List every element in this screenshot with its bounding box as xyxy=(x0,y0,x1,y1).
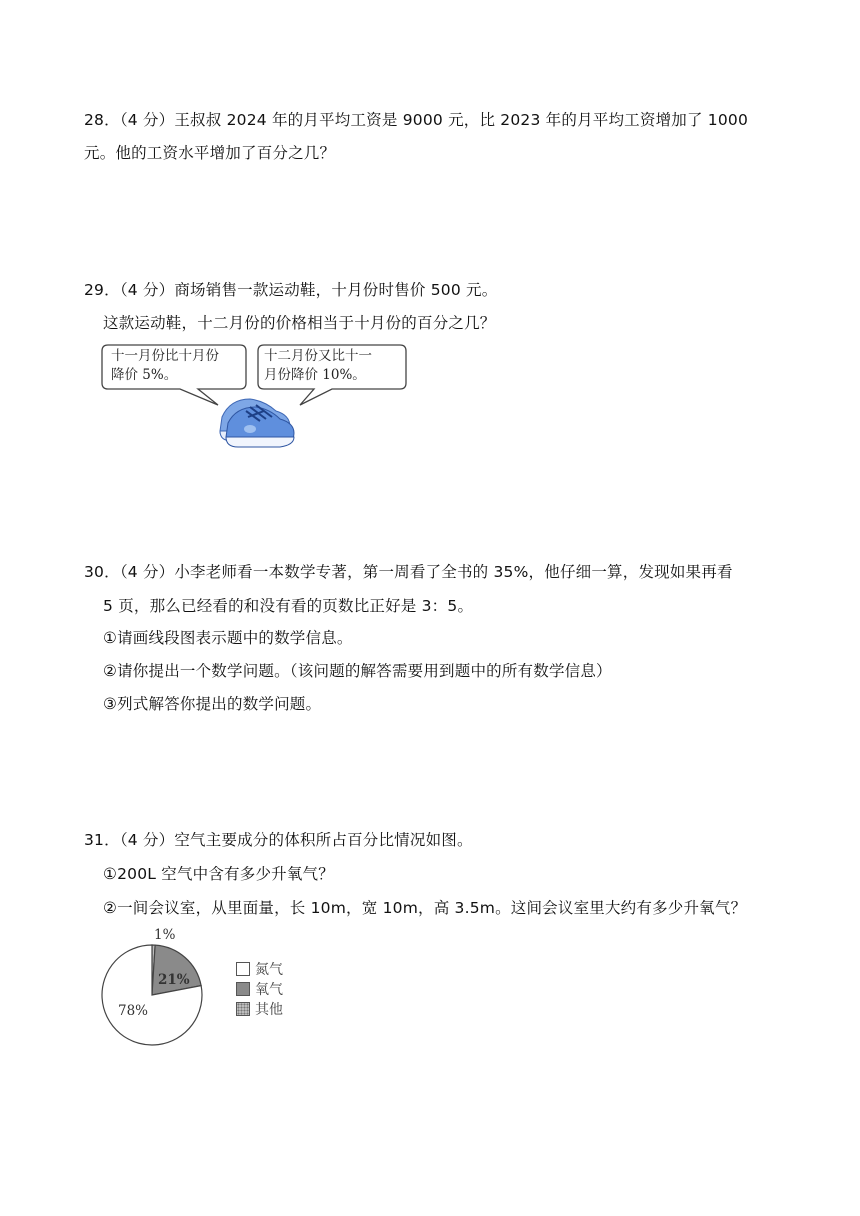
pie-label-nitrogen: 78% xyxy=(118,1003,149,1019)
legend-swatch-other xyxy=(236,1002,250,1016)
air-composition-pie-chart xyxy=(98,925,298,1057)
bubble-left-line2: 降价 5%。 xyxy=(111,367,178,383)
q30-item2: ②请你提出一个数学问题。（该问题的解答需要用到题中的所有数学信息） xyxy=(103,662,612,680)
legend-label-nitrogen: 氮气 xyxy=(255,962,283,978)
bubble-right-line1: 十二月份又比十一 xyxy=(264,348,372,364)
legend-swatch-nitrogen xyxy=(236,962,250,976)
bubble-right-line2: 月份降价 10%。 xyxy=(264,367,366,383)
legend-label-oxygen: 氧气 xyxy=(255,982,283,998)
sneaker-price-figure xyxy=(100,341,412,449)
legend-swatch-oxygen xyxy=(236,982,250,996)
legend-item-oxygen xyxy=(236,979,283,999)
legend-item-nitrogen xyxy=(236,959,283,979)
q30-line1: 30．（4 分）小李老师看一本数学专著，第一周看了全书的 35%，他仔细一算，发现如果再看 xyxy=(84,563,733,581)
q30-line2: 5 页，那么已经看的和没有看的页数比正好是 3：5。 xyxy=(103,597,474,615)
q30-item1: ①请画线段图表示题中的数学信息。 xyxy=(103,629,353,647)
q30-item3: ③列式解答你提出的数学问题。 xyxy=(103,695,322,713)
pie-label-other: 1% xyxy=(154,927,176,943)
q28-line2: 元。他的工资水平增加了百分之几？ xyxy=(84,144,336,162)
legend-item-other xyxy=(236,999,283,1019)
pie-svg xyxy=(98,925,218,1057)
q28-line1: 28．（4 分）王叔叔 2024 年的月平均工资是 9000 元，比 2023 年的月平均工资增加了 1000 xyxy=(84,111,749,129)
q29-line2: 这款运动鞋，十二月份的价格相当于十月份的百分之几？ xyxy=(103,314,496,332)
q31-item1: ①200L 空气中含有多少升氧气？ xyxy=(103,865,334,883)
q31-item2: ②一间会议室，从里面量，长 10m，宽 10m，高 3.5m。这间会议室里大约有多少升氧气？ xyxy=(103,899,747,917)
legend-label-other: 其他 xyxy=(255,1002,283,1018)
bubble-left-line1: 十一月份比十月份 xyxy=(111,348,219,364)
q29-line1: 29．（4 分）商场销售一款运动鞋，十月份时售价 500 元。 xyxy=(84,281,498,299)
pie-label-oxygen: 21% xyxy=(158,972,190,988)
q31-line1: 31．（4 分）空气主要成分的体积所占百分比情况如图。 xyxy=(84,831,473,849)
